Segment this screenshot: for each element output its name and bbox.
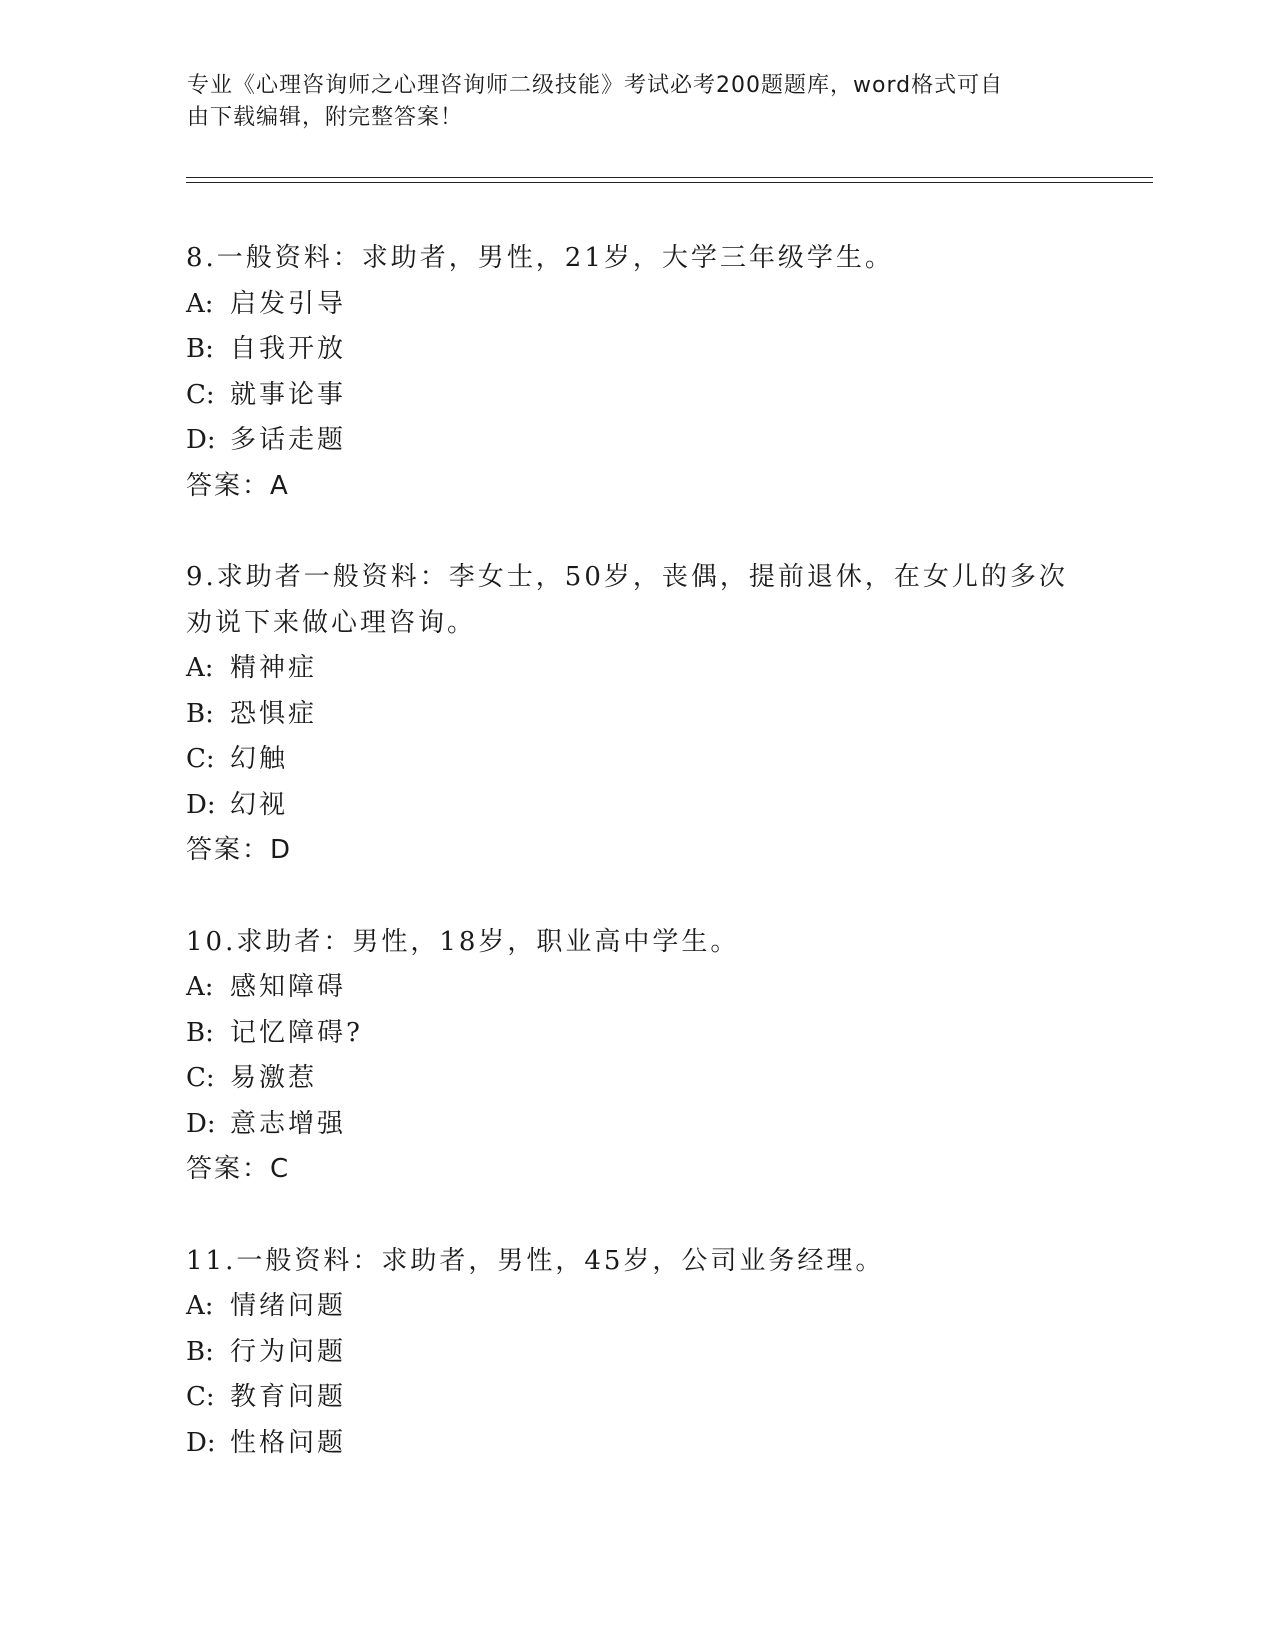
question-8 (186, 236, 1086, 509)
option-a (186, 646, 1086, 692)
option-text: 幻视 (230, 789, 289, 820)
option-key: D: (186, 1427, 216, 1458)
question-list (186, 236, 1086, 1512)
option-key: D: (186, 1108, 216, 1139)
option-c (186, 737, 1086, 783)
question-9 (186, 555, 1086, 874)
option-text: 教育问题 (230, 1382, 347, 1412)
question-stem: 11.一般资料：求助者，男性，45岁，公司业务经理。 (186, 1245, 885, 1276)
option-text: 多话走题 (230, 425, 347, 455)
option-c (186, 373, 1086, 419)
option-text: 意志增强 (230, 1108, 347, 1139)
option-text: 精神症 (230, 653, 318, 683)
option-text: 性格问题 (230, 1427, 347, 1458)
answer-line: 答案：D (186, 835, 293, 865)
option-key: C: (186, 379, 215, 410)
option-text: 自我开放 (230, 334, 347, 364)
option-key: D: (186, 789, 216, 820)
option-key: A: (186, 653, 214, 683)
option-key: B: (186, 1017, 214, 1048)
option-d (186, 418, 1086, 464)
option-b (186, 692, 1086, 738)
option-text: 幻触 (230, 744, 289, 774)
option-a (186, 965, 1086, 1011)
option-b (186, 1330, 1086, 1376)
option-key: C: (186, 1063, 215, 1093)
question-stem-line-1: 9.求助者一般资料：李女士，50岁，丧偶，提前退休，在女儿的多次 (186, 562, 1068, 592)
option-key: C: (186, 1382, 215, 1412)
answer-line: 答案：C (186, 1154, 291, 1184)
option-text: 就事论事 (230, 379, 347, 410)
option-key: A: (186, 1291, 214, 1321)
question-stem: 10.求助者：男性，18岁，职业高中学生。 (186, 926, 740, 957)
document-header (187, 70, 1067, 134)
option-key: A: (186, 972, 214, 1002)
option-key: B: (186, 334, 214, 364)
option-key: B: (186, 698, 214, 729)
option-a (186, 1284, 1086, 1330)
option-key: A: (186, 288, 214, 319)
question-11 (186, 1239, 1086, 1467)
option-c (186, 1375, 1086, 1421)
option-text: 行为问题 (230, 1336, 347, 1367)
question-10 (186, 920, 1086, 1193)
option-c (186, 1056, 1086, 1102)
header-divider-top (186, 177, 1153, 178)
option-text: 记忆障碍? (230, 1017, 363, 1048)
option-text: 启发引导 (230, 288, 347, 319)
option-b (186, 1011, 1086, 1057)
option-key: B: (186, 1336, 214, 1367)
question-stem-line-2: 劝说下来做心理咨询。 (186, 607, 477, 638)
option-text: 情绪问题 (230, 1291, 347, 1321)
header-line-2: 由下载编辑，附完整答案！ (187, 105, 464, 130)
option-d (186, 783, 1086, 829)
option-d (186, 1421, 1086, 1467)
header-divider-bottom (186, 182, 1153, 183)
option-key: D: (186, 425, 216, 455)
option-text: 感知障碍 (230, 972, 347, 1002)
option-text: 恐惧症 (230, 698, 318, 729)
question-stem: 8.一般资料：求助者，男性，21岁，大学三年级学生。 (186, 243, 894, 273)
option-a (186, 282, 1086, 328)
answer-line: 答案：A (186, 470, 290, 501)
option-b (186, 327, 1086, 373)
option-text: 易激惹 (230, 1063, 318, 1093)
header-line-1: 专业《心理咨询师之心理咨询师二级技能》考试必考200题题库，word格式可自 (187, 73, 1004, 98)
option-key: C: (186, 744, 215, 774)
option-d (186, 1102, 1086, 1148)
